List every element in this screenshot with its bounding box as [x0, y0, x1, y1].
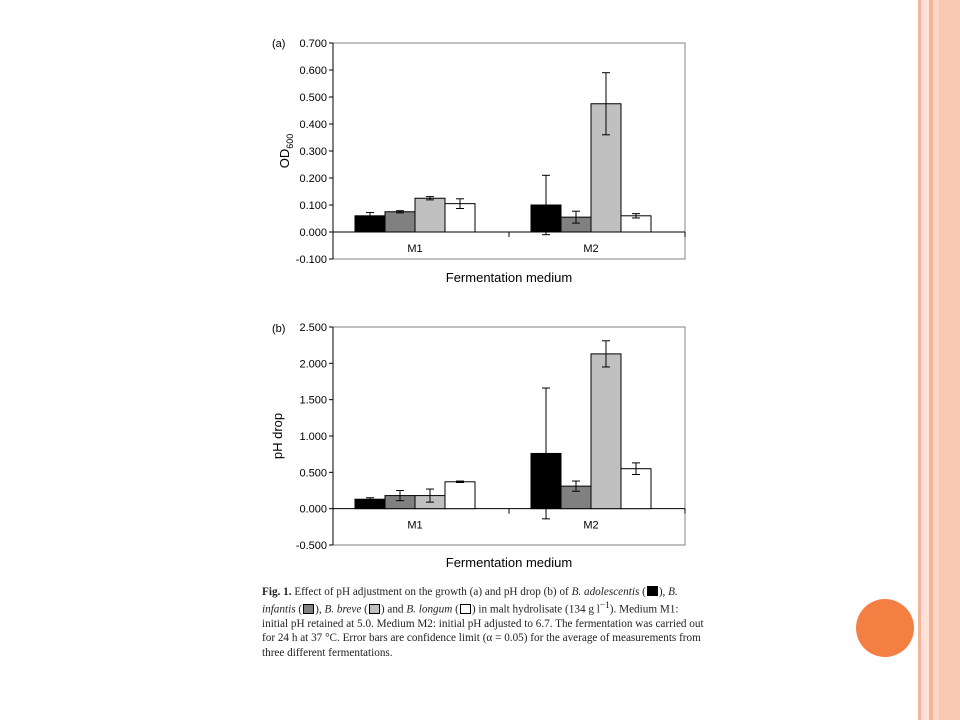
swatch-lightgray-icon: [369, 604, 380, 614]
caption-text-1: Effect of pH adjustment on the growth (a) and pH drop (b) of: [291, 586, 572, 598]
x-axis-title: Fermentation medium: [445, 270, 573, 285]
caption-paren: ),: [315, 603, 325, 616]
caption-species-4: B. longum: [406, 603, 453, 616]
y-tick-label: 1.500: [299, 394, 327, 407]
y-tick-label: 2.500: [299, 322, 327, 334]
caption-text-4: = 0.05) for the average of measurements from three different fermentations.: [262, 632, 701, 659]
y-tick-label: 0.700: [299, 38, 327, 50]
y-tick-label: 0.000: [299, 503, 327, 516]
chart-panel-a: [272, 38, 685, 285]
y-axis-title-main: OD: [277, 148, 292, 169]
y-tick-label: -0.500: [295, 540, 327, 552]
caption-species-2: B. infantis: [262, 586, 678, 616]
swatch-black-icon: [647, 586, 658, 596]
y-tick-label: -0.100: [295, 254, 327, 266]
y-tick-label: 0.000: [299, 227, 327, 239]
y-tick-label: 0.400: [299, 119, 327, 131]
panel-label: (b): [272, 323, 286, 335]
y-axis-title-main: pH drop: [270, 412, 285, 460]
x-category-label: M1: [407, 519, 423, 532]
x-category-label: M2: [583, 243, 599, 255]
swatch-darkgray-icon: [303, 604, 314, 614]
caption-paren: ),: [658, 586, 669, 598]
bar: [591, 354, 621, 509]
y-tick-label: 1.000: [299, 431, 327, 443]
caption-superscript: −1: [599, 601, 610, 612]
caption-species-1: B. adolescentis: [571, 586, 640, 598]
y-axis-title: [277, 134, 295, 169]
bar: [445, 482, 475, 509]
y-tick-label: 0.200: [299, 173, 327, 185]
caption-paren: (: [639, 586, 646, 598]
caption-alpha: α: [486, 632, 493, 645]
x-category-label: M2: [583, 519, 599, 532]
chart-panel-b: [270, 322, 685, 570]
caption-paren: (: [452, 603, 459, 616]
caption-species-3: B. breve: [324, 603, 362, 616]
y-axis-title-subscript: 600: [285, 133, 295, 149]
caption-fig-label: Fig. 1.: [262, 586, 292, 598]
panel-label: (a): [272, 38, 286, 50]
y-tick-label: 0.100: [299, 200, 327, 212]
x-axis-title: Fermentation medium: [445, 555, 573, 570]
caption-paren: (: [295, 603, 303, 616]
y-tick-label: 2.000: [299, 358, 327, 371]
figure-caption: [262, 585, 704, 660]
caption-paren: (: [361, 603, 368, 616]
y-tick-label: 0.600: [299, 65, 327, 77]
caption-text-and: ) and: [380, 603, 407, 616]
y-axis-title: [270, 413, 285, 459]
swatch-white-icon: [460, 604, 471, 614]
caption-text-3: ). Medium M1: initial pH retained at 5.0. Medium M2: initial pH adjusted to 6.7. The fermentation was carried out for 24 h at 37 °C. Error bars are confidence limit (: [262, 603, 704, 645]
y-tick-label: 0.500: [299, 467, 327, 480]
bar: [385, 212, 415, 232]
y-tick-label: 0.300: [299, 146, 327, 158]
y-tick-label: 0.500: [299, 92, 327, 104]
caption-text-2: ) in malt hydrolisate (134 g l: [471, 603, 600, 616]
bar: [415, 198, 445, 232]
x-category-label: M1: [407, 243, 423, 255]
